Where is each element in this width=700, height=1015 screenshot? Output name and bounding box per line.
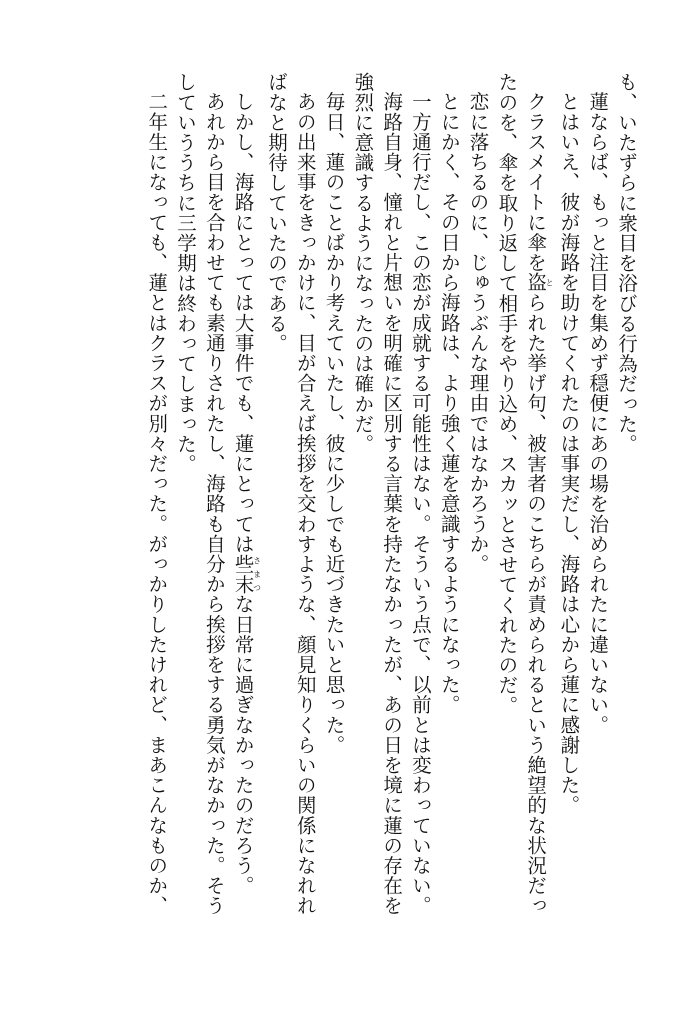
line-text: していううちに三学期は終わってしまった。 bbox=[174, 72, 198, 474]
line-text: 二年生になっても、蓮とはクラスが別々だった。がっかりしたけれど、まあこんなものか、 bbox=[145, 91, 169, 916]
line-text: あれから目を合わせても素通りされたし、海路も自分から挨拶をする勇気がなかった。そう bbox=[202, 91, 226, 916]
ruby-word: 盗と bbox=[524, 272, 555, 293]
line-text: とにかく、その日から海路は、より強く蓮を意識するようになった。 bbox=[437, 91, 461, 715]
text-line bbox=[228, 72, 261, 972]
line-text: 毎日、蓮のことばかり考えていたし、彼に少しでも近づきたいと思った。 bbox=[322, 91, 346, 755]
line-text: 恋に落ちるのに、じゅうぶんな理由ではなかろうか。 bbox=[466, 91, 490, 574]
vertical-text-block bbox=[141, 72, 640, 972]
text-line bbox=[611, 72, 640, 972]
text-line bbox=[199, 72, 228, 972]
text-line bbox=[348, 72, 377, 972]
text-line bbox=[434, 72, 463, 972]
text-line bbox=[170, 72, 199, 972]
line-text: 強烈に意識するようになったのは確かだ。 bbox=[351, 72, 375, 454]
line-text: も、いたずらに衆目を浴びる行為だった。 bbox=[615, 72, 638, 454]
text-line bbox=[405, 72, 434, 972]
line-text: あの出来事をきっかけに、目が合えば挨拶を交わすような、顔見知りくらいの関係になれれ bbox=[293, 91, 317, 916]
text-line bbox=[463, 72, 492, 972]
text-line bbox=[290, 72, 319, 972]
line-text: ばなと期待していたのである。 bbox=[264, 72, 288, 354]
text-line bbox=[376, 72, 405, 972]
text-line bbox=[492, 72, 521, 972]
ruby-word: 些末さまつ bbox=[231, 553, 262, 595]
line-text: 一方通行だし、この恋が成就する可能性はない。そういう点で、以前とは変わっていない。 bbox=[408, 91, 432, 916]
text-line bbox=[319, 72, 348, 972]
text-line bbox=[582, 72, 611, 972]
line-text: 海路自身、憧れと片想いを明確に区別する言葉を持たなかったが、あの日を境に蓮の存在を bbox=[380, 91, 404, 916]
line-segment: しかし、海路にとっては大事件でも、蓮にとっては bbox=[231, 91, 255, 554]
line-text: 蓮ならば、もっと注目を集めず穏便にあの場を治められたに違いない。 bbox=[586, 91, 610, 735]
line-text: とはいえ、彼が海路を助けてくれたのは事実だし、海路は心から蓮に感謝した。 bbox=[557, 91, 581, 816]
line-segment: な日常に過ぎなかったのだろう。 bbox=[231, 594, 255, 896]
line-text: たのを、傘を取り返して相手をやり込め、スカッとさせてくれたのだ。 bbox=[495, 72, 519, 716]
text-line bbox=[261, 72, 290, 972]
line-text: クラスメイトに傘を盗とられた挙げ句、被害者のこちらが責められるという絶望的な状況だっ bbox=[524, 91, 555, 916]
text-line bbox=[554, 72, 583, 972]
text-line bbox=[141, 72, 170, 972]
text-line bbox=[520, 72, 553, 972]
